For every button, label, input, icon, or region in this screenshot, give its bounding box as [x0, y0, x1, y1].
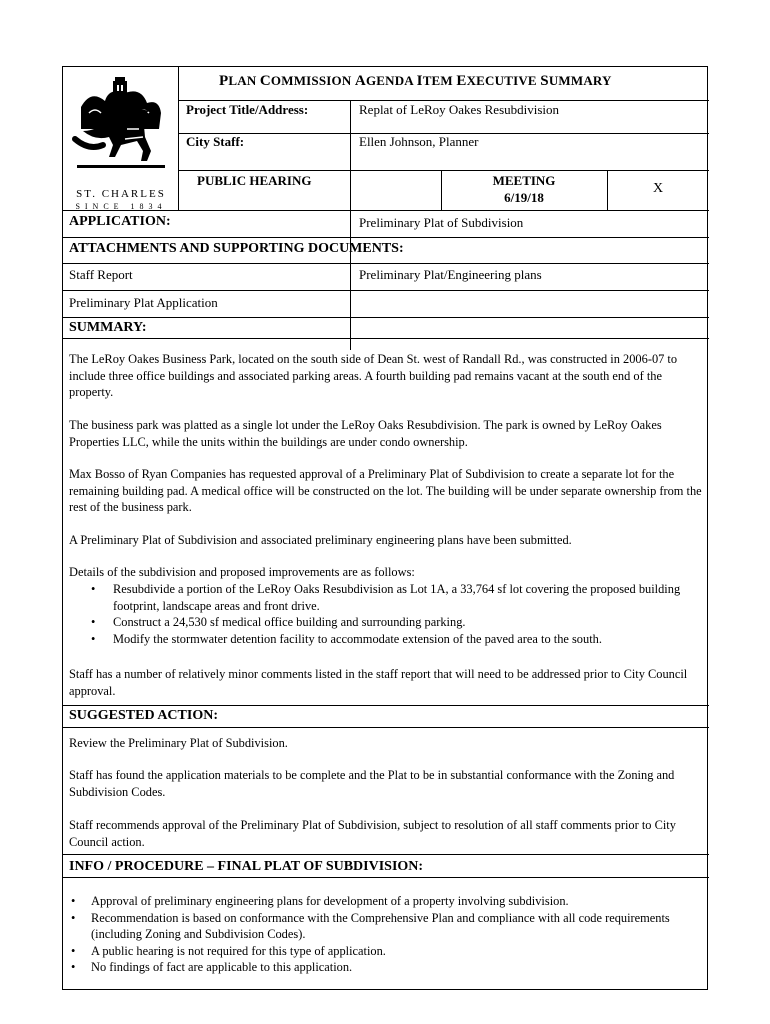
attachment-preliminary-plat-plans: Preliminary Plat/Engineering plans — [359, 267, 542, 282]
suggested-action-heading: SUGGESTED ACTION: — [69, 708, 218, 723]
st-charles-logo — [67, 69, 175, 211]
attachments-heading: ATTACHMENTS AND SUPPORTING DOCUMENTS: — [69, 241, 404, 256]
summary-paragraph-1: The LeRoy Oakes Business Park, located on the south side of Dean St. west of Randall Rd., was constructed in 2006-07 to include three office buildings and associated parking areas. A fourth building pad remains vacant at the south end of the property. — [69, 352, 678, 399]
summary-paragraph-6: Staff has a number of relatively minor comments listed in the staff report that will need to be addressed prior to City Council approval. — [69, 667, 688, 698]
summary-paragraph-5: Details of the subdivision and proposed improvements are as follows: — [69, 565, 415, 579]
application-value: Preliminary Plat of Subdivision — [359, 215, 524, 230]
list-item: • Construct a 24,530 sf medical office building and surrounding parking. — [91, 615, 466, 629]
info-bullet-list — [69, 893, 703, 976]
summary-paragraph-3: Max Bosso of Ryan Companies has requested approval of a Preliminary Plat of Subdivision to create a separate lot for the remaining building pad. A medical office will be constructed on the lot. The building will be under separate ownership from the rest of the business park. — [69, 467, 702, 514]
suggested-paragraph-2: Staff has found the application materials to be complete and the Plat to be in substantial conformance with the Zoning and Subdivision Codes. — [69, 768, 675, 799]
document-title: PLAN COMMISSION AGENDA ITEM EXECUTIVE SUMMARY — [219, 73, 612, 89]
meeting-checkmark: X — [652, 181, 664, 196]
meeting-date: 6/19/18 — [504, 190, 544, 205]
city-staff-label: City Staff: — [186, 134, 245, 149]
summary-bullet-list — [69, 581, 703, 647]
logo-since-year: SINCE 1834 — [75, 202, 167, 211]
list-item: • Resubdivide a portion of the LeRoy Oaks Resubdivision as Lot 1A, a 33,764 sf lot covering the proposed building footprint, landscape areas and front drive. — [91, 582, 681, 613]
list-item: • Modify the stormwater detention facility to accommodate extension of the paved area to the south. — [91, 631, 602, 646]
public-hearing-label: PUBLIC HEARING — [197, 173, 312, 188]
attachment-plat-application: Preliminary Plat Application — [69, 295, 218, 310]
list-item: • No findings of fact are applicable to this application. — [71, 960, 353, 974]
attachment-staff-report: Staff Report — [69, 267, 133, 282]
list-item: • Approval of preliminary engineering plans for development of a property involving subdivision. — [71, 894, 569, 908]
list-item: • Recommendation is based on conformance with the Comprehensive Plan and compliance with all code requirements (including Zoning and Subdivision Codes). — [71, 910, 670, 941]
application-label: APPLICATION: — [69, 214, 171, 229]
project-title-value: Replat of LeRoy Oakes Resubdivision — [359, 102, 560, 117]
summary-paragraph-4: A Preliminary Plat of Subdivision and associated preliminary engineering plans have been submitted. — [69, 533, 572, 547]
meeting-label: MEETING — [492, 173, 556, 188]
suggested-paragraph-3: Staff recommends approval of the Preliminary Plat of Subdivision, subject to resolution of all staff comments prior to City Council action. — [69, 818, 676, 849]
summary-heading: SUMMARY: — [69, 320, 147, 335]
executive-summary-form — [62, 66, 708, 990]
list-item: • A public hearing is not required for this type of application. — [71, 943, 386, 958]
project-title-label: Project Title/Address: — [186, 102, 309, 117]
city-staff-value: Ellen Johnson, Planner — [359, 134, 479, 149]
summary-paragraph-2: The business park was platted as a single lot under the LeRoy Oaks Resubdivision. The park is owned by LeRoy Oakes Properties LLC, while the units within the buildings are under condo ownership. — [69, 418, 662, 449]
suggested-paragraph-1: Review the Preliminary Plat of Subdivision. — [69, 736, 288, 750]
fox-and-tower-emblem-icon — [67, 69, 175, 177]
info-procedure-heading: INFO / PROCEDURE – FINAL PLAT OF SUBDIVISION: — [69, 859, 424, 874]
logo-city-name: ST. CHARLES — [76, 188, 166, 200]
